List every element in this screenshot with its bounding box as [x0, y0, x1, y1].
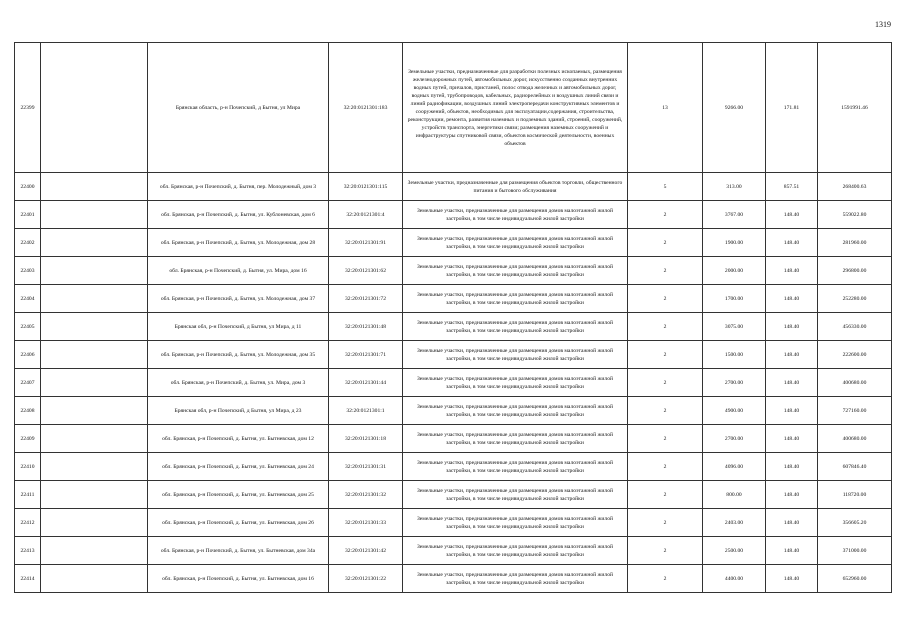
row-number: 22411: [15, 481, 41, 509]
land-parcels-table: [14, 42, 892, 593]
rate-cell: 148.40: [766, 285, 818, 313]
area-cell: 4900.00: [703, 397, 766, 425]
area-cell: 1700.00: [703, 285, 766, 313]
rate-cell: 148.40: [766, 397, 818, 425]
cadastral-value-cell: 559022.80: [818, 201, 892, 229]
cadastral-number-cell: 32:20:0121301:22: [329, 565, 403, 593]
table-row: [15, 537, 892, 565]
land-use-cell: Земельные участки, предназначенные для размещения домов малоэтажной жилой застройки, в том числе индивидуальной жилой застройки: [403, 313, 628, 341]
use-code-cell: 2: [628, 453, 703, 481]
table-row: [15, 397, 892, 425]
empty-cell: [41, 43, 148, 173]
table-row: [15, 229, 892, 257]
area-cell: 1500.00: [703, 341, 766, 369]
use-code-cell: 2: [628, 201, 703, 229]
address-cell: Брянская обл, р-н Почепский, д Бытня, ул Мира, д 23: [148, 397, 329, 425]
use-code-cell: 2: [628, 229, 703, 257]
empty-cell: [41, 565, 148, 593]
table-row: [15, 173, 892, 201]
table-body: [15, 43, 892, 593]
row-number: 22402: [15, 229, 41, 257]
rate-cell: 148.40: [766, 313, 818, 341]
empty-cell: [41, 397, 148, 425]
cadastral-value-cell: 281960.00: [818, 229, 892, 257]
rate-cell: 148.40: [766, 229, 818, 257]
cadastral-value-cell: 356605.20: [818, 509, 892, 537]
cadastral-number-cell: 32:20:0121301:4: [329, 201, 403, 229]
area-cell: 800.00: [703, 481, 766, 509]
land-use-cell: Земельные участки, предназначенные для размещения домов малоэтажной жилой застройки, в том числе индивидуальной жилой застройки: [403, 257, 628, 285]
area-cell: 2700.00: [703, 369, 766, 397]
empty-cell: [41, 313, 148, 341]
land-use-cell: Земельные участки, предназначенные для размещения домов малоэтажной жилой застройки, в том числе индивидуальной жилой застройки: [403, 229, 628, 257]
empty-cell: [41, 537, 148, 565]
rate-cell: 171.81: [766, 43, 818, 173]
rate-cell: 148.40: [766, 537, 818, 565]
use-code-cell: 2: [628, 285, 703, 313]
cadastral-number-cell: 32:20:0121301:42: [329, 537, 403, 565]
cadastral-number-cell: 32:20:0121301:183: [329, 43, 403, 173]
cadastral-value-cell: 456330.00: [818, 313, 892, 341]
address-cell: обл. Брянская, р-н Почепский, д. Бытня, ул. Бытневская, дом 26: [148, 509, 329, 537]
use-code-cell: 5: [628, 173, 703, 201]
address-cell: Брянская область, р-н Почепский, д Бытня, ул Мира: [148, 43, 329, 173]
row-number: 22401: [15, 201, 41, 229]
empty-cell: [41, 229, 148, 257]
empty-cell: [41, 369, 148, 397]
rate-cell: 148.40: [766, 201, 818, 229]
cadastral-value-cell: 400680.00: [818, 369, 892, 397]
address-cell: обл. Брянская, р-н Почепский, д. Бытня, ул. Мира, дом 16: [148, 257, 329, 285]
address-cell: обл. Брянская, р-н Почепский, д. Бытня, ул. Бытневская, дом 34а: [148, 537, 329, 565]
address-cell: обл. Брянская, р-н Почепский, д. Бытня, ул. Молодежная, дом 37: [148, 285, 329, 313]
table-row: [15, 453, 892, 481]
cadastral-number-cell: 32:20:0121301:71: [329, 341, 403, 369]
table-row: [15, 257, 892, 285]
rate-cell: 857.51: [766, 173, 818, 201]
land-use-cell: Земельные участки, предназначенные для разработки полезных ископаемых, размещения железнодорожных путей, автомобильных дорог, искусственно созданных внутренних водных путей, причалов, пристаней, полос отвода железных и автомобильных дорог, водных путей, трубопроводов, кабельных, радиорелейных и воздушных линий связи и линий радиофикации, воздушных линий электропередачи конструктивных элементов и сооружений, объектов, необходимых для эксплуатации,содержания, строительства, реконструкции, ремонта, развития наземных и подземных зданий, строений, сооружений, устройств транспорта, энергетики связи; размещения наземных сооружений и инфраструктуры спутниковой связи, объектов космической деятельности, военных объектов: [403, 43, 628, 173]
cadastral-number-cell: 32:20:0121301:62: [329, 257, 403, 285]
area-cell: 2500.00: [703, 537, 766, 565]
table-row: [15, 341, 892, 369]
area-cell: 3075.00: [703, 313, 766, 341]
area-cell: 9266.00: [703, 43, 766, 173]
row-number: 22405: [15, 313, 41, 341]
rate-cell: 148.40: [766, 453, 818, 481]
cadastral-value-cell: 652960.00: [818, 565, 892, 593]
rate-cell: 148.40: [766, 341, 818, 369]
use-code-cell: 2: [628, 341, 703, 369]
land-use-cell: Земельные участки, предназначенные для размещения объектов торговли, общественного питания и бытового обслуживания: [403, 173, 628, 201]
cadastral-value-cell: 252280.00: [818, 285, 892, 313]
row-number: 22403: [15, 257, 41, 285]
land-use-cell: Земельные участки, предназначенные для размещения домов малоэтажной жилой застройки, в том числе индивидуальной жилой застройки: [403, 425, 628, 453]
table-row: [15, 201, 892, 229]
cadastral-value-cell: 607846.40: [818, 453, 892, 481]
address-cell: обл. Брянская, р-н Почепский, д. Бытня, ул. Бытневская, дом 24: [148, 453, 329, 481]
row-number: 22404: [15, 285, 41, 313]
empty-cell: [41, 173, 148, 201]
cadastral-number-cell: 32:20:0121301:32: [329, 481, 403, 509]
table-row: [15, 313, 892, 341]
use-code-cell: 2: [628, 369, 703, 397]
rate-cell: 148.40: [766, 481, 818, 509]
address-cell: обл. Брянская, р-н Почепский, д. Бытня, ул. Бытневская, дом 12: [148, 425, 329, 453]
address-cell: обл. Брянская, р-н Почепский, д. Бытня, ул. Кублоневская, дом 6: [148, 201, 329, 229]
empty-cell: [41, 257, 148, 285]
area-cell: 2000.00: [703, 257, 766, 285]
area-cell: 313.00: [703, 173, 766, 201]
address-cell: обл. Брянская, р-н Почепский, д. Бытня, ул. Молодежная, дом 28: [148, 229, 329, 257]
use-code-cell: 2: [628, 313, 703, 341]
area-cell: 2700.00: [703, 425, 766, 453]
use-code-cell: 2: [628, 425, 703, 453]
cadastral-value-cell: 296800.00: [818, 257, 892, 285]
address-cell: обл. Брянская, р-н Почепский, д. Бытня, ул. Мира, дом 3: [148, 369, 329, 397]
row-number: 22400: [15, 173, 41, 201]
row-number: 22406: [15, 341, 41, 369]
use-code-cell: 2: [628, 397, 703, 425]
table-row: [15, 509, 892, 537]
row-number: 22412: [15, 509, 41, 537]
land-use-cell: Земельные участки, предназначенные для размещения домов малоэтажной жилой застройки, в том числе индивидуальной жилой застройки: [403, 341, 628, 369]
address-cell: Брянская обл, р-н Почепский, д Бытня, ул Мира, д 11: [148, 313, 329, 341]
area-cell: 2403.00: [703, 509, 766, 537]
row-number: 22407: [15, 369, 41, 397]
cadastral-number-cell: 32:20:0121301:72: [329, 285, 403, 313]
cadastral-value-cell: 118720.00: [818, 481, 892, 509]
empty-cell: [41, 481, 148, 509]
area-cell: 4400.00: [703, 565, 766, 593]
cadastral-value-cell: 727160.00: [818, 397, 892, 425]
address-cell: обл. Брянская, р-н Почепский, д. Бытня, ул. Бытневская, дом 25: [148, 481, 329, 509]
land-use-cell: Земельные участки, предназначенные для размещения домов малоэтажной жилой застройки, в том числе индивидуальной жилой застройки: [403, 397, 628, 425]
address-cell: обл. Брянская, р-н Почепский, д. Бытня, пер. Молодежный, дом 3: [148, 173, 329, 201]
rate-cell: 148.40: [766, 509, 818, 537]
cadastral-value-cell: 400680.00: [818, 425, 892, 453]
use-code-cell: 2: [628, 537, 703, 565]
cadastral-number-cell: 32:20:0121301:44: [329, 369, 403, 397]
cadastral-number-cell: 32:20:0121301:33: [329, 509, 403, 537]
table-row: [15, 285, 892, 313]
row-number: 22399: [15, 43, 41, 173]
cadastral-value-cell: 222600.00: [818, 341, 892, 369]
land-use-cell: Земельные участки, предназначенные для размещения домов малоэтажной жилой застройки, в том числе индивидуальной жилой застройки: [403, 565, 628, 593]
address-cell: обл. Брянская, р-н Почепский, д. Бытня, ул. Бытневская, дом 16: [148, 565, 329, 593]
cadastral-value-cell: 268400.63: [818, 173, 892, 201]
empty-cell: [41, 453, 148, 481]
land-use-cell: Земельные участки, предназначенные для размещения домов малоэтажной жилой застройки, в том числе индивидуальной жилой застройки: [403, 201, 628, 229]
use-code-cell: 2: [628, 257, 703, 285]
cadastral-number-cell: 32:20:0121301:31: [329, 453, 403, 481]
page-number: 1319: [875, 20, 891, 29]
land-use-cell: Земельные участки, предназначенные для размещения домов малоэтажной жилой застройки, в том числе индивидуальной жилой застройки: [403, 509, 628, 537]
table-row: [15, 43, 892, 173]
rate-cell: 148.40: [766, 257, 818, 285]
land-use-cell: Земельные участки, предназначенные для размещения домов малоэтажной жилой застройки, в том числе индивидуальной жилой застройки: [403, 481, 628, 509]
use-code-cell: 2: [628, 481, 703, 509]
cadastral-number-cell: 32:20:0121301:91: [329, 229, 403, 257]
area-cell: 4096.00: [703, 453, 766, 481]
empty-cell: [41, 509, 148, 537]
row-number: 22409: [15, 425, 41, 453]
empty-cell: [41, 285, 148, 313]
land-use-cell: Земельные участки, предназначенные для размещения домов малоэтажной жилой застройки, в том числе индивидуальной жилой застройки: [403, 453, 628, 481]
table-row: [15, 481, 892, 509]
cadastral-number-cell: 32:20:0121301:115: [329, 173, 403, 201]
empty-cell: [41, 201, 148, 229]
cadastral-value-cell: 371000.00: [818, 537, 892, 565]
rate-cell: 148.40: [766, 565, 818, 593]
cadastral-value-cell: 1591991.46: [818, 43, 892, 173]
table-row: [15, 425, 892, 453]
row-number: 22413: [15, 537, 41, 565]
land-use-cell: Земельные участки, предназначенные для размещения домов малоэтажной жилой застройки, в том числе индивидуальной жилой застройки: [403, 537, 628, 565]
address-cell: обл. Брянская, р-н Почепский, д. Бытня, ул. Молодежная, дом 35: [148, 341, 329, 369]
row-number: 22408: [15, 397, 41, 425]
cadastral-number-cell: 32:20:0121301:48: [329, 313, 403, 341]
use-code-cell: 13: [628, 43, 703, 173]
cadastral-number-cell: 32:20:0121301:18: [329, 425, 403, 453]
area-cell: 3767.00: [703, 201, 766, 229]
row-number: 22414: [15, 565, 41, 593]
use-code-cell: 2: [628, 565, 703, 593]
use-code-cell: 2: [628, 509, 703, 537]
table-row: [15, 565, 892, 593]
empty-cell: [41, 341, 148, 369]
land-use-cell: Земельные участки, предназначенные для размещения домов малоэтажной жилой застройки, в том числе индивидуальной жилой застройки: [403, 285, 628, 313]
land-use-cell: Земельные участки, предназначенные для размещения домов малоэтажной жилой застройки, в том числе индивидуальной жилой застройки: [403, 369, 628, 397]
area-cell: 1900.00: [703, 229, 766, 257]
rate-cell: 148.40: [766, 425, 818, 453]
rate-cell: 148.40: [766, 369, 818, 397]
table-row: [15, 369, 892, 397]
empty-cell: [41, 425, 148, 453]
row-number: 22410: [15, 453, 41, 481]
cadastral-number-cell: 32:20:0121301:1: [329, 397, 403, 425]
